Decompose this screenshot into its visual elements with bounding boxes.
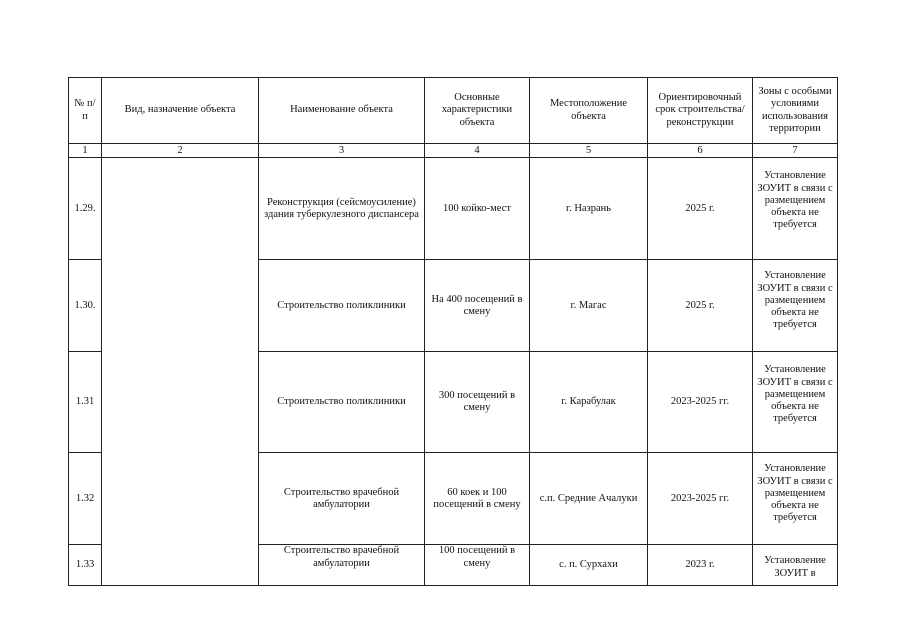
object-characteristics: 300 посещений в смену [425,352,530,453]
object-name: Строительство поликлиники [259,352,425,453]
object-zone-text: Установление ЗОУИТ в [764,555,826,579]
object-name: Строительство врачебной амбулатории [259,453,425,545]
object-name: Реконструкция (сейсмоусиление) здания туберкулезного диспансера [259,158,425,260]
object-term: 2023-2025 гг. [648,453,753,545]
header-no: № п/п [69,78,102,144]
object-characteristics: 100 койко-мест [425,158,530,260]
object-characteristics: 60 коек и 100 посещений в смену [425,453,530,545]
row-number: 1.31 [69,352,102,453]
column-number: 3 [259,144,425,158]
object-zone: Установление ЗОУИТ в связи с размещением объекта не требуется [753,352,838,453]
column-number: 5 [530,144,648,158]
header-characteristics: Основные характеристики объекта [425,78,530,144]
table-row [69,158,838,260]
column-number: 6 [648,144,753,158]
object-term: 2025 г. [648,260,753,352]
object-term: 2025 г. [648,158,753,260]
row-number: 1.32 [69,453,102,545]
header-location: Местоположение объекта [530,78,648,144]
object-name: Строительство поликлиники [259,260,425,352]
object-zone: Установление ЗОУИТ в связи с размещением объекта не требуется [753,453,838,545]
object-location: г. Назрань [530,158,648,260]
header-term: Ориентировочный срок строительства/ реконструкции [648,78,753,144]
header-zones: Зоны с особыми условиями использования территории [753,78,838,144]
object-type-cell [102,158,259,586]
object-location: г. Магас [530,260,648,352]
object-location: г. Карабулак [530,352,648,453]
row-number: 1.29. [69,158,102,260]
row-number: 1.30. [69,260,102,352]
row-number: 1.33 [69,545,102,586]
object-term: 2023 г. [648,545,753,586]
object-term: 2023-2025 гг. [648,352,753,453]
header-name: Наименование объекта [259,78,425,144]
object-name: Строительство врачебной амбулатории [259,545,425,586]
object-location: с. п. Сурхахи [530,545,648,586]
table-header-row [69,78,838,144]
column-number-row [69,144,838,158]
column-number: 1 [69,144,102,158]
column-number: 7 [753,144,838,158]
object-zone: Установление ЗОУИТ в связи с размещением объекта не требуется [753,260,838,352]
object-zone [753,545,838,586]
object-location: с.п. Средние Ачалуки [530,453,648,545]
header-type: Вид, назначение объекта [102,78,259,144]
object-characteristics: На 400 посещений в смену [425,260,530,352]
objects-table [68,77,838,586]
object-zone: Установление ЗОУИТ в связи с размещением объекта не требуется [753,158,838,260]
object-characteristics: 100 посещений в смену [425,545,530,586]
column-number: 4 [425,144,530,158]
column-number: 2 [102,144,259,158]
